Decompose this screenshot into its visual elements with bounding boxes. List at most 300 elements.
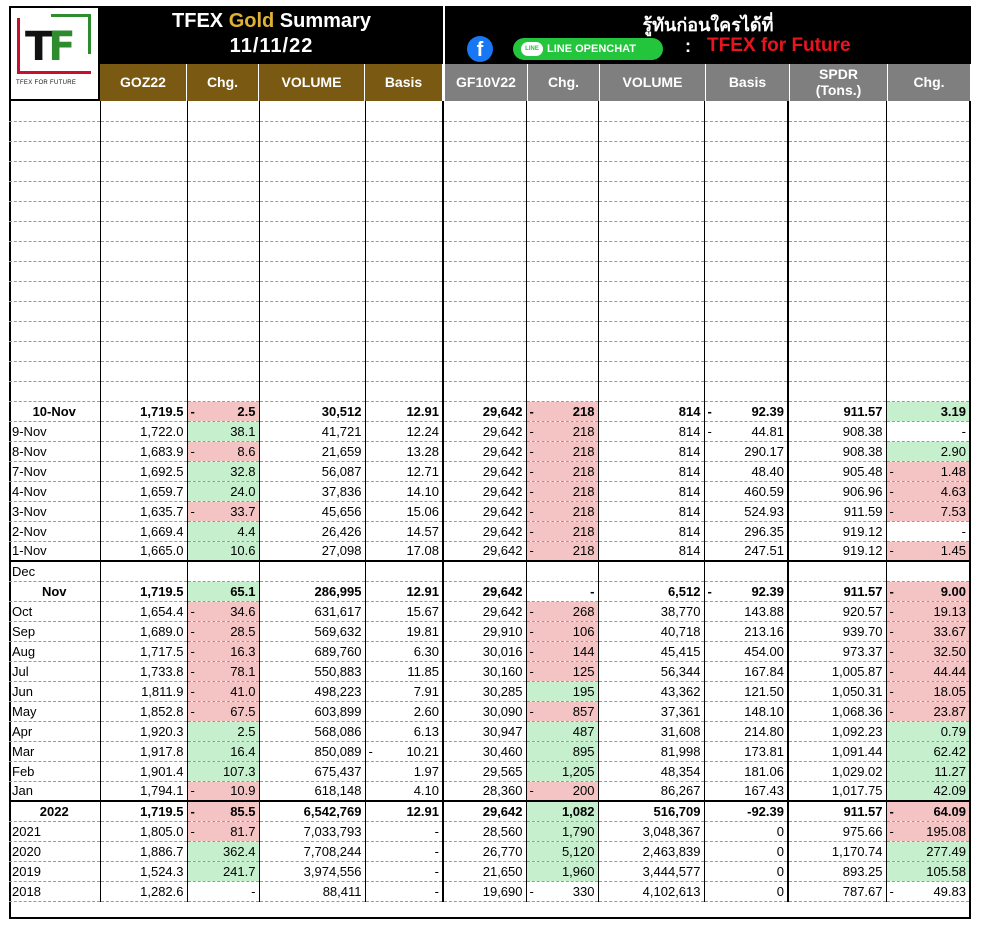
year-row-label: 2022	[9, 801, 100, 821]
daily-row-goz-chg	[187, 461, 259, 481]
year-row-spdr-chg-value	[890, 844, 967, 859]
month-row-spdr-chg-number: 19.13	[933, 603, 966, 619]
month-row-goz-chg-value	[191, 783, 256, 798]
daily-row-goz-basis-number: 12.91	[406, 403, 439, 419]
year-row-gf-basis-value	[708, 824, 785, 839]
daily-row	[9, 421, 969, 441]
month-row	[9, 721, 969, 741]
month-row-gf-chg-number: 125	[572, 663, 595, 679]
year-row-gf-basis-number: 0	[776, 883, 784, 899]
year-row-gf-chg-number: 5,120	[561, 843, 595, 859]
month-row-spdr-chg	[886, 781, 969, 801]
year-row-goz-basis	[365, 801, 443, 821]
year-row-goz-volume: 7,033,793	[259, 821, 365, 841]
empty-row-cell	[100, 341, 187, 361]
daily-row-goz: 1,665.0	[100, 541, 187, 561]
daily-row-gf-chg-sign: -	[529, 463, 534, 479]
empty-row	[9, 141, 969, 161]
month-section-row-cell	[704, 561, 788, 581]
empty-row-cell	[259, 181, 365, 201]
month-row-gf-volume: 45,415	[598, 641, 704, 661]
empty-row	[9, 361, 969, 381]
empty-row	[9, 321, 969, 341]
daily-row-gf: 29,642	[443, 541, 526, 561]
month-row-gf-chg-number: 487	[572, 723, 595, 739]
daily-row-spdr-chg-value	[890, 444, 967, 459]
empty-row-cell	[100, 261, 187, 281]
year-row-gf-basis-value	[708, 864, 785, 879]
daily-row-gf-chg-sign: -	[529, 483, 534, 499]
page-title: TFEX Gold Summary	[172, 10, 371, 32]
month-row-label: Feb	[9, 761, 100, 781]
year-row-goz-basis-number: -	[434, 843, 439, 859]
empty-row-cell	[365, 321, 443, 341]
daily-row-gf: 29,642	[443, 401, 526, 421]
empty-row	[9, 381, 969, 401]
daily-row-gf-chg-number: 218	[572, 543, 595, 559]
year-row-gf-basis	[704, 821, 788, 841]
month-section-row-cell	[443, 561, 526, 581]
month-row-gf: 29,565	[443, 761, 526, 781]
month-row-goz-volume: 498,223	[259, 681, 365, 701]
month-row-gf-chg-number: 1,205	[561, 763, 595, 779]
daily-row-gf: 29,642	[443, 421, 526, 441]
empty-row-cell	[365, 281, 443, 301]
daily-row	[9, 521, 969, 541]
daily-row-label: 3-Nov	[9, 501, 100, 521]
month-row-goz-basis-value	[369, 624, 440, 639]
empty-row-cell	[365, 381, 443, 401]
empty-row-cell	[259, 221, 365, 241]
daily-row-gf-basis-number: 524.93	[744, 503, 784, 519]
month-row-spdr-chg-number: 9.00	[940, 583, 966, 599]
empty-row-cell	[704, 321, 788, 341]
empty-row-cell	[704, 341, 788, 361]
empty-row-cell	[259, 201, 365, 221]
daily-row-gf-chg-sign: -	[529, 523, 534, 539]
daily-row-goz: 1,692.5	[100, 461, 187, 481]
daily-row-gf-basis-sign: -	[707, 423, 712, 439]
daily-row-gf-chg	[526, 521, 598, 541]
daily-row-gf-basis-value	[708, 424, 785, 439]
year-row-gf-basis	[704, 861, 788, 881]
year-row-label: 2018	[9, 881, 100, 901]
month-row-goz-basis	[365, 621, 443, 641]
empty-row-cell	[526, 241, 598, 261]
empty-row-cell	[598, 261, 704, 281]
empty-row-cell	[598, 381, 704, 401]
year-row-spdr-chg-number: 64.09	[933, 803, 966, 819]
month-row-gf-basis-value	[708, 704, 785, 719]
year-row-gf-chg-number: 1,790	[561, 823, 595, 839]
month-row-gf-volume: 56,344	[598, 661, 704, 681]
daily-row-spdr-chg-sign: -	[889, 543, 894, 559]
empty-row-cell	[788, 361, 886, 381]
empty-row-cell	[886, 361, 969, 381]
month-row-spdr-chg-sign: -	[889, 643, 894, 659]
daily-row-spdr: 919.12	[788, 521, 886, 541]
empty-row-cell	[704, 301, 788, 321]
empty-row-cell	[259, 121, 365, 141]
empty-row-cell	[259, 321, 365, 341]
month-row-gf-chg-number: 144	[572, 643, 595, 659]
empty-row	[9, 161, 969, 181]
month-row-goz: 1,852.8	[100, 701, 187, 721]
month-row-gf-volume: 31,608	[598, 721, 704, 741]
empty-row	[9, 241, 969, 261]
empty-row-cell	[526, 301, 598, 321]
month-row-gf-chg-number: 195	[572, 683, 595, 699]
facebook-icon[interactable]: f	[467, 36, 493, 62]
year-row	[9, 841, 969, 861]
month-row-goz-volume: 689,760	[259, 641, 365, 661]
empty-row-cell	[598, 121, 704, 141]
daily-row-gf-volume: 814	[598, 461, 704, 481]
month-row-spdr-chg-number: 23.87	[933, 703, 966, 719]
month-row-goz-basis	[365, 761, 443, 781]
month-row-label: Apr	[9, 721, 100, 741]
empty-row-cell	[704, 281, 788, 301]
year-row-goz-chg	[187, 841, 259, 861]
daily-row-goz: 1,719.5	[100, 401, 187, 421]
daily-row-goz-volume: 27,098	[259, 541, 365, 561]
empty-row-cell	[100, 321, 187, 341]
month-row-gf-basis	[704, 601, 788, 621]
daily-row-gf-basis-number: 44.81	[751, 423, 784, 439]
month-row-gf-basis	[704, 741, 788, 761]
month-row-goz-chg-number: 34.6	[230, 603, 256, 619]
year-row-spdr-chg	[886, 861, 969, 881]
month-row	[9, 581, 969, 601]
empty-row-cell	[704, 261, 788, 281]
empty-row-cell	[704, 121, 788, 141]
daily-row-spdr-chg-number: -	[961, 523, 966, 539]
year-row-gf-basis	[704, 841, 788, 861]
month-row-gf-volume: 38,770	[598, 601, 704, 621]
month-row-goz-chg-value	[191, 764, 256, 779]
daily-row-gf-volume: 814	[598, 421, 704, 441]
daily-row-gf-chg-number: 218	[572, 483, 595, 499]
empty-row-cell	[187, 261, 259, 281]
empty-row	[9, 121, 969, 141]
empty-row-cell	[100, 181, 187, 201]
year-row-goz: 1,282.6	[100, 881, 187, 901]
month-row-goz: 1,689.0	[100, 621, 187, 641]
daily-row-gf-basis	[704, 401, 788, 421]
empty-row-cell	[598, 221, 704, 241]
empty-row-cell	[187, 201, 259, 221]
empty-row-cell	[100, 141, 187, 161]
month-row-goz-chg-sign: -	[190, 683, 195, 699]
year-row-label: 2021	[9, 821, 100, 841]
month-row-gf-basis-number: 148.10	[744, 703, 784, 719]
year-row-spdr-chg-value	[890, 824, 967, 839]
month-row-goz-basis	[365, 721, 443, 741]
month-row-spdr: 973.37	[788, 641, 886, 661]
empty-row-cell	[788, 121, 886, 141]
daily-row-goz-basis-number: 12.71	[406, 463, 439, 479]
month-row-gf-chg-sign: -	[529, 663, 534, 679]
month-row-goz-chg-sign: -	[190, 623, 195, 639]
daily-row-gf-basis-value	[708, 543, 785, 558]
month-row-goz-chg	[187, 641, 259, 661]
empty-row-cell	[886, 101, 969, 121]
month-row-gf-chg-sign: -	[529, 783, 534, 799]
daily-row-label: 1-Nov	[9, 541, 100, 561]
month-row-goz-chg-number: 67.5	[230, 703, 256, 719]
month-row-spdr-chg-value	[890, 664, 967, 679]
empty-row-cell	[187, 221, 259, 241]
daily-row-gf-basis-number: 290.17	[744, 443, 784, 459]
daily-row-spdr-chg-number: 1.48	[940, 463, 966, 479]
year-row-gf-chg-sign: -	[529, 883, 534, 899]
month-row-goz-basis-number: 10.21	[406, 743, 439, 759]
daily-row-label: 4-Nov	[9, 481, 100, 501]
empty-row-cell	[443, 241, 526, 261]
month-row-spdr-chg-number: 32.50	[933, 643, 966, 659]
month-row-gf-chg-value	[530, 704, 595, 719]
empty-row-cell	[598, 301, 704, 321]
line-openchat-label: LINE OPENCHAT	[547, 43, 637, 55]
daily-row	[9, 481, 969, 501]
year-row-gf-basis-value	[708, 804, 785, 819]
month-row-spdr: 1,005.87	[788, 661, 886, 681]
daily-row-gf-volume: 814	[598, 481, 704, 501]
daily-row-gf-chg-sign: -	[529, 403, 534, 419]
daily-row-gf-chg	[526, 541, 598, 561]
month-section-row-cell	[526, 561, 598, 581]
daily-row-gf-basis	[704, 521, 788, 541]
daily-row-gf-basis	[704, 461, 788, 481]
month-row-gf-chg-value	[530, 764, 595, 779]
year-row-goz: 1,805.0	[100, 821, 187, 841]
month-row	[9, 661, 969, 681]
month-row-gf-basis	[704, 661, 788, 681]
empty-row-cell	[443, 221, 526, 241]
year-row-goz-chg-value	[191, 864, 256, 879]
year-row-goz-basis-value	[369, 864, 440, 879]
year-row-goz-basis	[365, 821, 443, 841]
month-section-row-cell	[187, 561, 259, 581]
year-row-gf-chg	[526, 861, 598, 881]
empty-row-cell	[598, 361, 704, 381]
month-row-spdr: 1,091.44	[788, 741, 886, 761]
empty-row-cell	[704, 141, 788, 161]
month-section-row	[9, 561, 969, 581]
year-row-goz-chg-sign: -	[190, 823, 195, 839]
line-icon: LINE	[521, 42, 543, 56]
month-row-gf-basis-number: 167.84	[744, 663, 784, 679]
month-row-gf-chg-value	[530, 684, 595, 699]
month-row-gf-volume: 43,362	[598, 681, 704, 701]
empty-row-cell	[443, 361, 526, 381]
year-row-spdr-chg-sign: -	[889, 883, 894, 899]
year-row-gf-basis-number: 0	[776, 863, 784, 879]
daily-row-gf-chg	[526, 441, 598, 461]
empty-row-cell	[526, 381, 598, 401]
empty-row-cell	[704, 101, 788, 121]
daily-row-goz-chg-value	[191, 524, 256, 539]
month-row-gf-basis-value	[708, 644, 785, 659]
empty-row-cell	[886, 121, 969, 141]
empty-row-cell	[526, 261, 598, 281]
month-row-label: Aug	[9, 641, 100, 661]
empty-row-cell	[526, 161, 598, 181]
year-row-gf-volume: 2,463,839	[598, 841, 704, 861]
empty-row-cell	[704, 381, 788, 401]
colon: :	[685, 36, 691, 56]
empty-row-cell	[598, 281, 704, 301]
year-row-gf-basis-number: 0	[776, 823, 784, 839]
daily-row-gf-basis	[704, 501, 788, 521]
daily-row-goz-chg-number: 10.6	[230, 543, 256, 559]
month-row-spdr-chg-sign: -	[889, 703, 894, 719]
month-row-spdr-chg-value	[890, 604, 967, 619]
month-row-goz-chg-value	[191, 624, 256, 639]
empty-row-cell	[9, 221, 100, 241]
year-row-goz-basis-value	[369, 884, 440, 899]
daily-row-goz-basis-value	[369, 524, 440, 539]
month-row-spdr-chg-value	[890, 684, 967, 699]
empty-row-cell	[704, 181, 788, 201]
month-row-gf-basis	[704, 761, 788, 781]
empty-row-cell	[886, 241, 969, 261]
daily-row-spdr-chg	[886, 521, 969, 541]
daily-row-goz-basis	[365, 441, 443, 461]
year-row-gf-chg-value	[530, 824, 595, 839]
daily-row-goz-chg-number: 4.4	[237, 523, 256, 539]
daily-row-gf-chg	[526, 421, 598, 441]
empty-row-cell	[598, 141, 704, 161]
month-row-goz-chg-number: 78.1	[230, 663, 256, 679]
month-row-gf-basis-number: 143.88	[744, 603, 784, 619]
year-row	[9, 801, 969, 821]
empty-row-cell	[365, 221, 443, 241]
year-row-gf-volume: 3,048,367	[598, 821, 704, 841]
empty-row-cell	[704, 221, 788, 241]
month-section-row-cell	[259, 561, 365, 581]
month-row-gf-basis-number: 181.06	[744, 763, 784, 779]
empty-row-cell	[443, 341, 526, 361]
daily-row-goz-basis-value	[369, 484, 440, 499]
month-row-spdr-chg	[886, 681, 969, 701]
empty-row-cell	[365, 201, 443, 221]
daily-row-goz-chg-value	[191, 484, 256, 499]
empty-row-cell	[598, 101, 704, 121]
daily-row-gf-chg-value	[530, 543, 595, 558]
daily-row-goz-basis-number: 17.08	[406, 543, 439, 559]
year-row-goz-chg	[187, 821, 259, 841]
daily-row-spdr-chg-value	[890, 543, 967, 558]
year-row-goz-volume: 6,542,769	[259, 801, 365, 821]
year-row-gf-chg	[526, 821, 598, 841]
month-row-goz-chg	[187, 681, 259, 701]
daily-row-gf-chg	[526, 461, 598, 481]
daily-row-goz-basis	[365, 401, 443, 421]
empty-row-cell	[9, 101, 100, 121]
month-row-gf-chg-sign: -	[529, 703, 534, 719]
empty-row-cell	[100, 121, 187, 141]
month-row-spdr-chg-sign: -	[889, 583, 894, 599]
month-row-spdr-chg-number: 62.42	[933, 743, 966, 759]
daily-row-gf-chg	[526, 401, 598, 421]
month-row-goz-chg-value	[191, 684, 256, 699]
year-row-gf-basis-value	[708, 884, 785, 899]
year-row-gf-chg-value	[530, 864, 595, 879]
daily-row-gf-chg-number: 218	[572, 503, 595, 519]
year-row-gf-volume: 4,102,613	[598, 881, 704, 901]
month-row-spdr-chg-value	[890, 624, 967, 639]
month-row-gf-chg-value	[530, 744, 595, 759]
year-row-goz-basis-number: -	[434, 863, 439, 879]
month-row	[9, 601, 969, 621]
empty-row-cell	[259, 341, 365, 361]
year-row-spdr: 787.67	[788, 881, 886, 901]
empty-row-cell	[9, 161, 100, 181]
month-row-goz-chg	[187, 581, 259, 601]
daily-row-gf: 29,642	[443, 481, 526, 501]
empty-row	[9, 101, 969, 121]
month-row-goz-basis-value	[369, 704, 440, 719]
month-row-spdr-chg-number: 18.05	[933, 683, 966, 699]
year-row-goz-basis-value	[369, 824, 440, 839]
empty-row-cell	[187, 241, 259, 261]
month-row-goz-basis	[365, 641, 443, 661]
empty-row-cell	[259, 301, 365, 321]
month-row-gf-basis-value	[708, 664, 785, 679]
month-row-gf-chg	[526, 761, 598, 781]
daily-row-goz-volume: 30,512	[259, 401, 365, 421]
daily-row-gf-chg-value	[530, 424, 595, 439]
month-row-gf-basis-value	[708, 724, 785, 739]
month-row	[9, 641, 969, 661]
daily-row-spdr-chg-sign: -	[889, 463, 894, 479]
daily-row-goz-chg-value	[191, 464, 256, 479]
year-row-goz-basis-number: -	[434, 883, 439, 899]
empty-row-cell	[259, 261, 365, 281]
month-row-gf-basis-number: 173.81	[744, 743, 784, 759]
empty-row	[9, 341, 969, 361]
month-row-label: Oct	[9, 601, 100, 621]
empty-row-cell	[788, 201, 886, 221]
month-row-gf-chg	[526, 581, 598, 601]
line-openchat-button[interactable]	[513, 38, 663, 60]
month-row-gf-basis-number: 92.39	[751, 583, 784, 599]
daily-row-gf-volume: 814	[598, 541, 704, 561]
year-row-gf-chg-value	[530, 844, 595, 859]
empty-row-cell	[788, 381, 886, 401]
month-row-goz: 1,719.5	[100, 581, 187, 601]
month-section-row-cell: Dec	[9, 561, 100, 581]
year-row-goz-basis-value	[369, 804, 440, 819]
daily-row-goz-basis-value	[369, 464, 440, 479]
empty-row-cell	[443, 321, 526, 341]
daily-row-spdr-chg-value	[890, 524, 967, 539]
month-row-goz-chg-sign: -	[190, 663, 195, 679]
month-row-spdr-chg	[886, 601, 969, 621]
daily-row-spdr: 908.38	[788, 441, 886, 461]
empty-row-cell	[788, 341, 886, 361]
year-row-goz-basis	[365, 841, 443, 861]
year-row-goz-volume: 3,974,556	[259, 861, 365, 881]
month-row-spdr: 1,050.31	[788, 681, 886, 701]
daily-row-goz-chg-number: 32.8	[230, 463, 256, 479]
daily-row-spdr-chg-number: 3.19	[940, 403, 966, 419]
empty-row-cell	[886, 281, 969, 301]
daily-row-label: 9-Nov	[9, 421, 100, 441]
empty-row-cell	[526, 221, 598, 241]
daily-row-goz-chg-value	[191, 424, 256, 439]
